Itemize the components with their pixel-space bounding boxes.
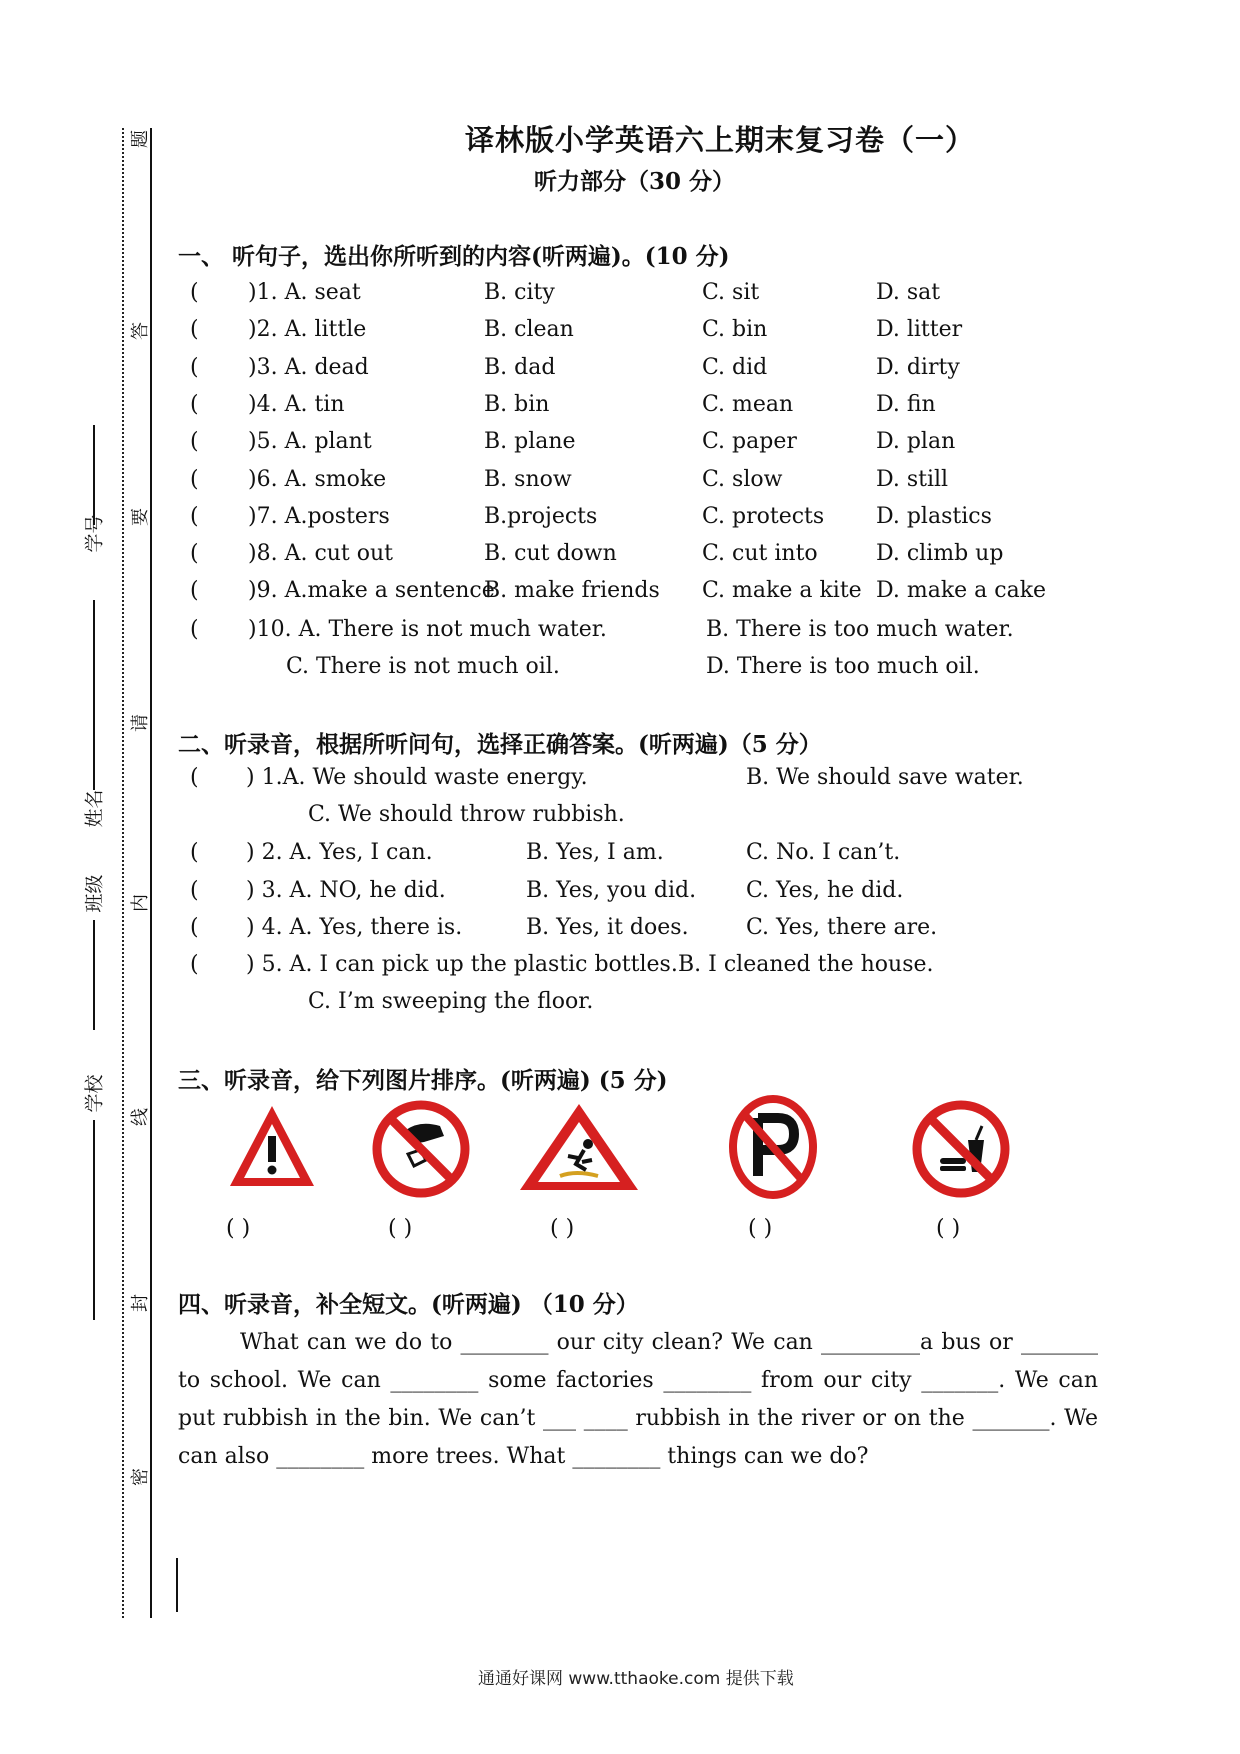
option-a: ) 1.A. We should waste energy. (246, 765, 588, 790)
answer-paren[interactable]: ( (190, 391, 199, 417)
binding-char: 题 (130, 130, 151, 148)
question-row (190, 392, 1090, 422)
answer-paren[interactable]: ( (190, 877, 199, 903)
option-c: C. protects (702, 503, 825, 529)
option-c: C. I’m sweeping the floor. (308, 989, 594, 1014)
question-row (190, 429, 1090, 459)
question-row (190, 541, 1090, 571)
sign-answer-paren[interactable]: ( ) (550, 1216, 575, 1241)
answer-paren[interactable]: ( (190, 317, 199, 343)
option-d: D. fin (876, 391, 936, 417)
option-b: B. cut down (484, 541, 617, 567)
slippery-floor-sign-icon (516, 1100, 642, 1196)
section-2-heading: 二、听录音，根据所听问句，选择正确答案。(听两遍)（5 分） (178, 731, 822, 758)
binding-char: 密 (130, 1468, 151, 1486)
answer-paren[interactable]: ( (190, 503, 199, 529)
option-a: )1. A. seat (248, 280, 361, 305)
option-d: D. dirty (876, 354, 960, 380)
option-c: C. cut into (702, 541, 818, 567)
page-footer: 通通好课网 www.tthaoke.com 提供下载 (478, 1669, 794, 1689)
binding-warning-chars (130, 126, 152, 1486)
question-row (190, 840, 1090, 870)
option-d: D. climb up (876, 541, 1004, 567)
option-d: D. sat (876, 280, 941, 305)
section-1-heading: 一、 听句子，选出你所听到的内容(听两遍)。(10 分) (178, 243, 730, 270)
option-a: )9. A.make a sentence (248, 578, 495, 604)
binding-char: 线 (130, 1108, 151, 1126)
question-row (190, 654, 1090, 684)
option-a: ) 5. A. I can pick up the plastic bottles. (246, 952, 678, 977)
question-row (190, 317, 1090, 347)
binding-dotted-line (122, 128, 124, 1618)
option-c: C. mean (702, 391, 794, 417)
answer-paren[interactable]: ( (190, 280, 199, 305)
question-row (190, 802, 1090, 832)
option-a: ) 2. A. Yes, I can. (246, 840, 433, 865)
question-row (190, 504, 1090, 534)
no-parking-sign-icon (728, 1094, 818, 1200)
name-label: 姓名 (83, 789, 106, 828)
answer-paren[interactable]: ( (190, 354, 199, 380)
option-c: C. paper (702, 429, 797, 455)
option-a: )3. A. dead (248, 354, 369, 380)
page-subtitle: 听力部分（30 分） (534, 168, 736, 195)
option-b: B. snow (484, 466, 572, 492)
sign-answer-paren[interactable]: ( ) (226, 1216, 251, 1241)
page-title: 译林版小学英语六上期末复习卷（一） (465, 123, 976, 157)
question-row (190, 989, 1090, 1019)
sign-answer-paren[interactable]: ( ) (388, 1216, 413, 1241)
sign-answer-paren[interactable]: ( ) (748, 1216, 773, 1241)
question-row (190, 467, 1090, 497)
no-food-drink-sign-icon (912, 1100, 1010, 1198)
option-c: C. No. I can’t. (746, 840, 901, 865)
option-b: B. city (484, 280, 555, 305)
option-d: D. still (876, 466, 949, 492)
option-b: B. make friends (484, 578, 660, 604)
binding-char: 封 (130, 1294, 151, 1312)
class-label: 班级 (83, 874, 106, 913)
binding-char: 要 (130, 508, 151, 526)
warning-sign-icon (226, 1102, 318, 1192)
option-d: D. plan (876, 429, 956, 455)
answer-paren[interactable]: ( (190, 617, 199, 642)
answer-paren[interactable]: ( (190, 466, 199, 492)
option-b: B. clean (484, 317, 574, 343)
binding-char: 答 (130, 322, 151, 340)
option-b: B. plane (484, 429, 576, 455)
answer-paren[interactable]: ( (190, 915, 199, 940)
option-c: C. There is not much oil. (286, 654, 560, 679)
answer-paren[interactable]: ( (190, 840, 199, 865)
option-c: C. Yes, he did. (746, 877, 904, 903)
name-line (93, 600, 95, 790)
answer-paren[interactable]: ( (190, 429, 199, 455)
option-b: B.projects (484, 503, 598, 529)
option-c: C. did (702, 354, 768, 380)
option-a: )2. A. little (248, 317, 367, 343)
margin-tick (176, 1558, 178, 1612)
option-c: C. Yes, there are. (746, 915, 938, 940)
option-d: D. make a cake (876, 578, 1047, 604)
option-c: C. make a kite (702, 578, 862, 604)
option-b: B. bin (484, 391, 550, 417)
student-id-label: 学号 (83, 514, 106, 553)
binding-char: 请 (130, 714, 151, 732)
option-a: )5. A. plant (248, 429, 372, 455)
option-c: C. sit (702, 280, 760, 305)
answer-paren[interactable]: ( (190, 765, 199, 790)
class-line (93, 920, 95, 1030)
option-b: B. We should save water. (746, 765, 1024, 790)
school-label: 学校 (83, 1074, 106, 1113)
section-4-heading: 四、听录音，补全短文。(听两遍) （10 分） (178, 1291, 639, 1318)
question-row (190, 617, 1090, 647)
sign-answer-paren[interactable]: ( ) (936, 1216, 961, 1241)
option-a: ) 3. A. NO, he did. (246, 877, 446, 903)
option-d: D. litter (876, 317, 963, 343)
question-row (190, 578, 1090, 608)
option-c: C. bin (702, 317, 768, 343)
option-a: )7. A.posters (248, 503, 390, 529)
option-a: )6. A. smoke (248, 466, 387, 492)
option-b: B. Yes, I am. (526, 840, 664, 865)
option-b: B. Yes, you did. (526, 877, 697, 903)
student-id-line (93, 425, 95, 525)
answer-paren[interactable]: ( (190, 578, 199, 604)
option-a: )4. A. tin (248, 391, 345, 417)
option-b: B. I cleaned the house. (678, 952, 934, 977)
option-b: B. There is too much water. (706, 617, 1014, 642)
option-b: B. Yes, it does. (526, 915, 689, 940)
answer-paren[interactable]: ( (190, 952, 199, 977)
school-line (93, 1120, 95, 1320)
section-3-heading: 三、听录音，给下列图片排序。(听两遍) (5 分) (178, 1067, 668, 1094)
no-littering-sign-icon (372, 1100, 470, 1198)
question-row (190, 952, 1090, 982)
option-a: )8. A. cut out (248, 541, 394, 567)
answer-paren[interactable]: ( (190, 541, 199, 567)
binding-char: 内 (130, 894, 151, 912)
option-a: )10. A. There is not much water. (248, 617, 607, 642)
cloze-paragraph: What can we do to ________ our city clean? We can _________a bus or _______ to school. We can ________ some factories ________ from our city _______. We can put rubbish in the bin. We can’t ___ ____ rubbish in the river or on the _______. We can also ________ more trees. What ________ things can we do? (178, 1330, 1098, 1469)
question-row (190, 765, 1090, 795)
option-a: ) 4. A. Yes, there is. (246, 915, 463, 940)
option-d: D. There is too much oil. (706, 654, 980, 679)
option-c: C. slow (702, 466, 783, 492)
question-row (190, 355, 1090, 385)
option-b: B. dad (484, 354, 556, 380)
option-d: D. plastics (876, 503, 992, 529)
question-row (190, 280, 1090, 310)
question-row (190, 915, 1090, 945)
question-row (190, 878, 1090, 908)
option-c: C. We should throw rubbish. (308, 802, 625, 827)
